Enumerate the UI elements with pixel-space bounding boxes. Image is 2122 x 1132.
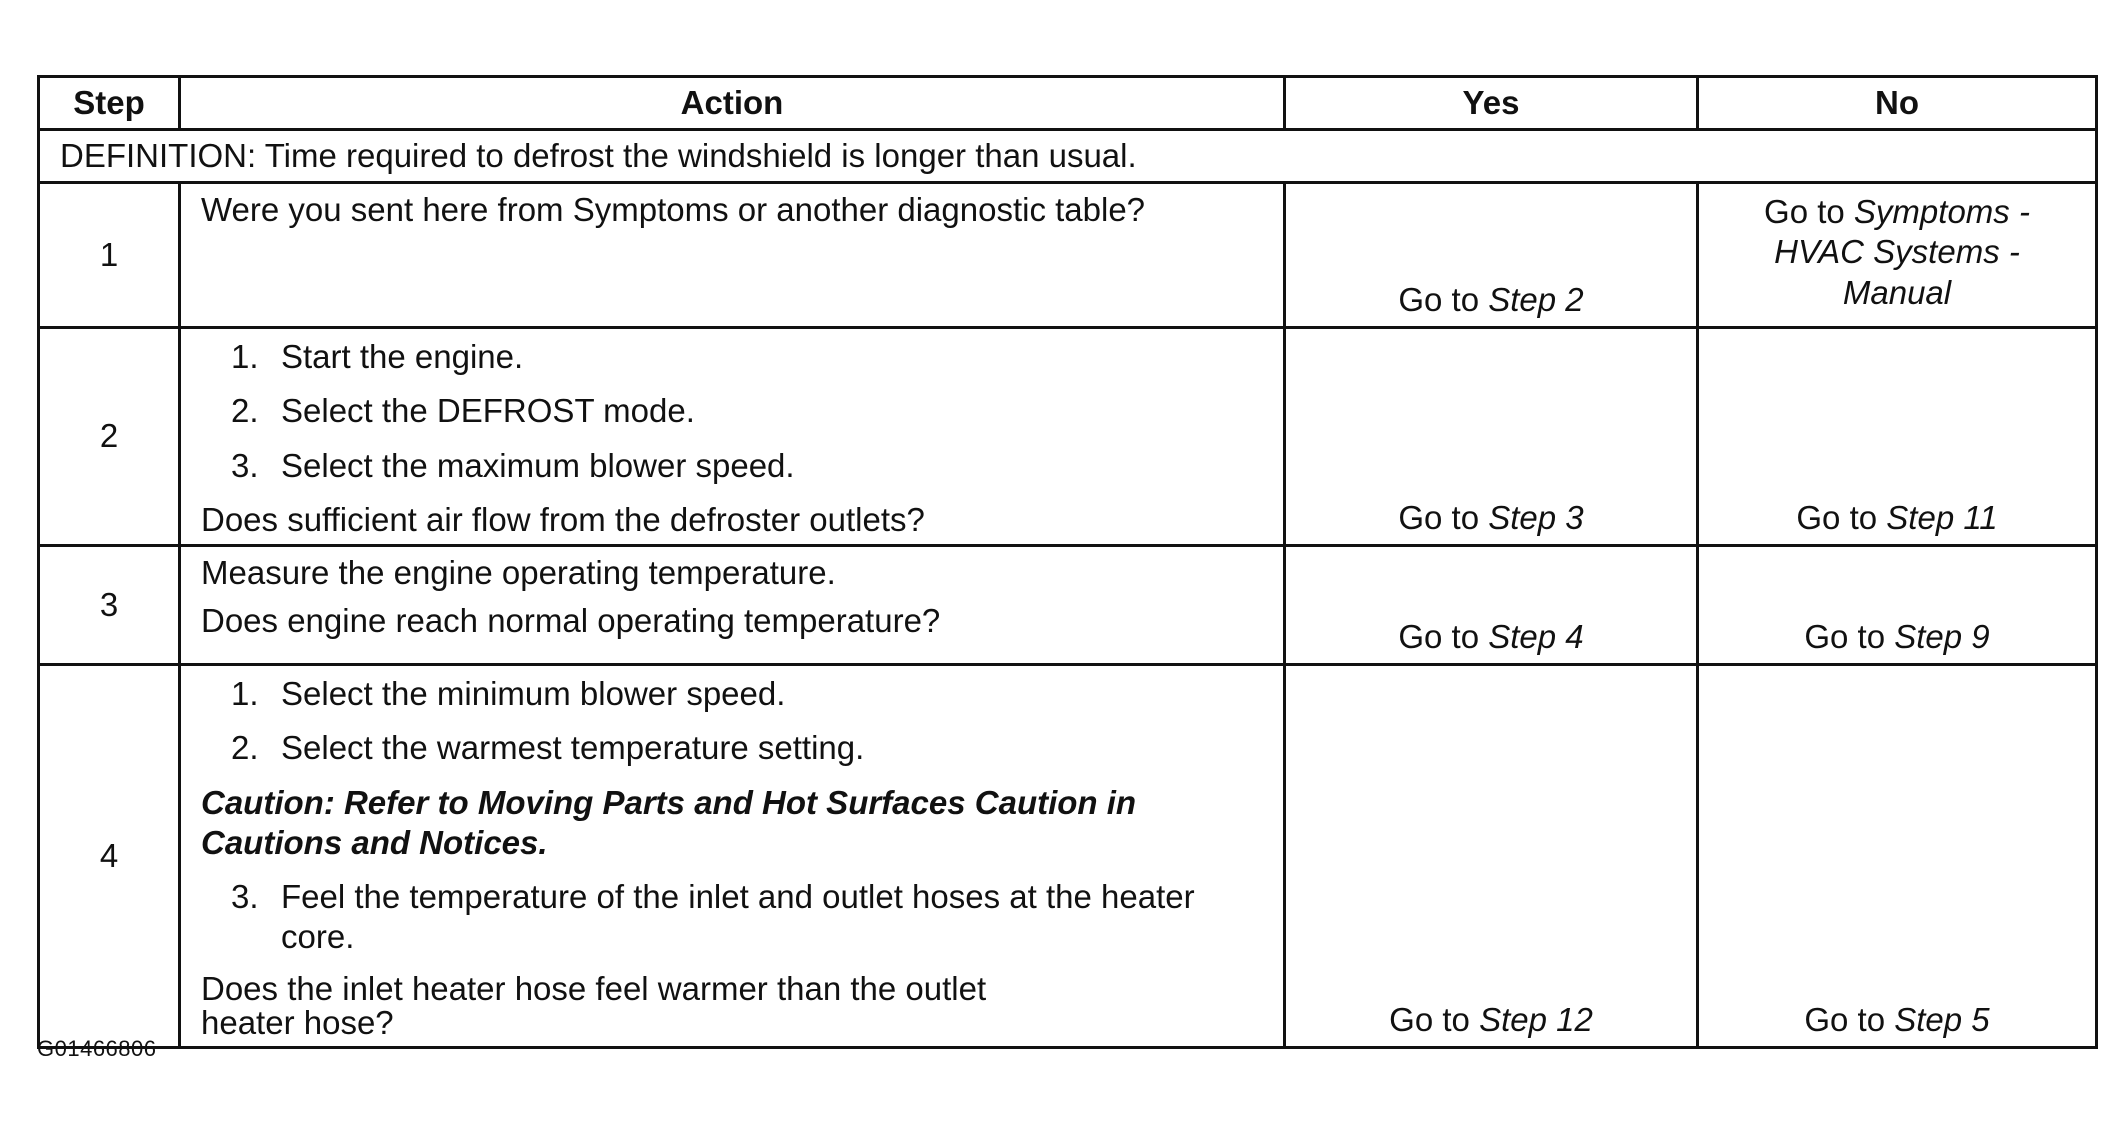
table-row — [39, 328, 2097, 546]
item-text: Select the minimum blower speed. — [281, 675, 786, 712]
figure-id: G01466806 — [37, 1036, 157, 1061]
no-target-line[interactable]: Symptoms - — [1853, 193, 2030, 230]
yes-prefix: Go to — [1398, 617, 1489, 655]
yes-prefix: Go to — [1398, 498, 1489, 536]
numbered-item — [201, 674, 1263, 714]
action-question: Does sufficient air flow from the defroster outlets? — [201, 500, 925, 538]
item-number: 2. — [231, 729, 259, 767]
no-step-link[interactable]: Step 5 — [1894, 1000, 1990, 1038]
numbered-item — [201, 391, 1263, 431]
yes-step-link[interactable]: Step 12 — [1479, 1000, 1593, 1038]
diagnostic-table — [37, 75, 2098, 1049]
no-cell — [1698, 665, 2097, 1048]
no-prefix: Go to — [1764, 193, 1854, 230]
yes-cell — [1285, 183, 1698, 328]
step-number: 1 — [39, 183, 180, 328]
yes-cell — [1285, 546, 1698, 665]
action-question: Were you sent here from Symptoms or another diagnostic table? — [201, 191, 1146, 228]
numbered-item — [201, 877, 1263, 958]
action-line: Measure the engine operating temperature. — [201, 554, 836, 591]
action-question: Does engine reach normal operating temperature? — [201, 602, 941, 640]
header-action: Action — [180, 77, 1285, 130]
no-cell — [1698, 183, 2097, 328]
item-number: 1. — [231, 338, 259, 375]
item-text: Select the maximum blower speed. — [281, 446, 795, 484]
action-cell — [180, 546, 1285, 665]
table-row — [39, 546, 2097, 665]
definition-row — [39, 130, 2097, 183]
step-number: 3 — [39, 546, 180, 665]
numbered-item — [201, 728, 1263, 768]
item-text: Feel the temperature of the inlet and outlet hoses at the heater core. — [281, 878, 1195, 956]
item-number: 1. — [231, 675, 259, 712]
item-text: Start the engine. — [281, 338, 524, 375]
numbered-item — [201, 337, 1263, 377]
no-target-line[interactable]: Manual — [1842, 273, 1952, 311]
no-prefix: Go to — [1796, 498, 1887, 536]
step-number: 2 — [39, 328, 180, 546]
no-cell — [1698, 328, 2097, 546]
no-step-link[interactable]: Step 9 — [1894, 617, 1990, 655]
no-prefix: Go to — [1804, 617, 1895, 655]
item-number: 2. — [231, 392, 259, 430]
no-target-line[interactable]: HVAC Systems - — [1774, 233, 2020, 271]
header-row — [39, 77, 2097, 130]
table-row — [39, 665, 2097, 1048]
item-number: 3. — [231, 446, 259, 484]
caution-note: Caution: Refer to Moving Parts and Hot Surfaces Caution in Cautions and Notices. — [201, 783, 1137, 861]
no-step-link[interactable]: Step 11 — [1886, 498, 1998, 536]
yes-step-link[interactable]: Step 3 — [1488, 498, 1584, 536]
item-text: Select the DEFROST mode. — [281, 392, 695, 430]
item-text: Select the warmest temperature setting. — [281, 729, 865, 767]
step-number: 4 — [39, 665, 180, 1048]
action-question: Does the inlet heater hose feel warmer than the outlet heater hose? — [201, 969, 987, 1042]
action-cell — [180, 665, 1285, 1048]
no-prefix: Go to — [1804, 1000, 1895, 1038]
numbered-item — [201, 446, 1263, 486]
yes-step-link[interactable]: Step 2 — [1488, 280, 1584, 318]
table-row — [39, 183, 2097, 328]
action-cell — [180, 328, 1285, 546]
yes-step-link[interactable]: Step 4 — [1488, 617, 1584, 655]
yes-prefix: Go to — [1389, 1000, 1480, 1038]
item-number: 3. — [231, 878, 259, 915]
no-cell — [1698, 546, 2097, 665]
yes-prefix: Go to — [1398, 280, 1489, 318]
yes-cell — [1285, 328, 1698, 546]
header-step: Step — [39, 77, 180, 130]
yes-cell — [1285, 665, 1698, 1048]
header-yes: Yes — [1285, 77, 1698, 130]
action-cell — [180, 183, 1285, 328]
definition-text: DEFINITION: Time required to defrost the windshield is longer than usual. — [39, 130, 2097, 183]
header-no: No — [1698, 77, 2097, 130]
